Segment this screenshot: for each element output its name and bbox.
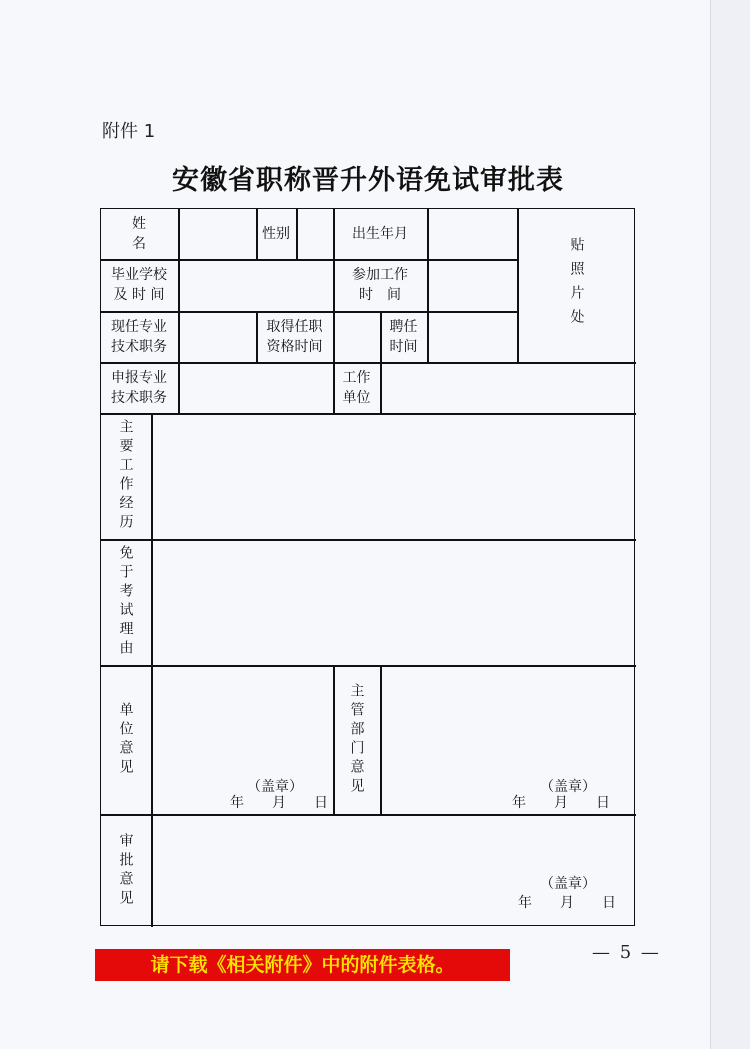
work-start-label-cell [333, 259, 427, 311]
experience-label-cell [100, 413, 151, 539]
approval-label-cell [100, 814, 151, 927]
school-input-cell[interactable] [179, 260, 333, 311]
approval-label: 审批意见 [117, 832, 134, 909]
unit-opinion-label: 单位意见 [117, 701, 134, 778]
school-label-cell [100, 259, 178, 311]
exemption-label: 免于考试理由 [117, 545, 134, 659]
unit-seal-text: （盖章） [247, 779, 303, 795]
apply-title-input-cell[interactable] [179, 363, 333, 413]
qualification-label-line2: 资格时间 [266, 338, 323, 355]
birth-label: 出生年月 [352, 225, 408, 242]
gender-label: 性别 [262, 225, 290, 242]
exemption-input-area[interactable] [152, 540, 636, 665]
approval-form-table [100, 208, 636, 927]
unit-opinion-label-cell [100, 665, 151, 814]
appoint-label-line1: 聘任 [389, 318, 418, 335]
work-start-label-line2: 时 间 [359, 287, 401, 303]
apply-title-label-line2: 技术职务 [111, 389, 167, 406]
apply-title-label-cell [100, 362, 178, 413]
dept-opinion-label-cell [333, 665, 380, 814]
appoint-input-cell[interactable] [428, 312, 517, 362]
apply-title-label-line1: 申报专业 [111, 369, 167, 386]
qualification-input-cell[interactable] [334, 312, 380, 362]
name-label-cell [100, 208, 178, 259]
employer-label-line2: 单位 [342, 389, 371, 406]
dept-opinion-label: 主管部门意见 [348, 682, 365, 797]
school-label-line1: 毕业学校 [111, 267, 167, 283]
page-title: 安徽省职称晋升外语免试审批表 [172, 165, 564, 196]
approval-seal-text: （盖章） [540, 876, 596, 892]
dept-seal-text: （盖章） [540, 779, 596, 795]
unit-date-text: 年 月 日 [230, 795, 328, 811]
current-title-label-line1: 现任专业 [111, 318, 167, 335]
download-notice-banner: 请下载《相关附件》中的附件表格。 [95, 949, 510, 981]
photo-label: 贴照片处 [568, 237, 585, 333]
name-input-cell[interactable] [179, 208, 256, 259]
work-start-input-cell[interactable] [428, 260, 517, 311]
dept-date-text: 年 月 日 [512, 795, 610, 811]
employer-label-cell [333, 362, 380, 413]
current-title-label-cell [100, 311, 178, 362]
employer-input-cell[interactable] [381, 363, 636, 413]
school-label-line2: 及 时 间 [113, 287, 165, 303]
gender-input-cell[interactable] [297, 208, 333, 259]
experience-input-area[interactable] [152, 414, 636, 539]
current-title-input-cell[interactable] [179, 312, 256, 362]
attachment-label: 附件 1 [102, 121, 156, 142]
experience-label: 主要工作经历 [117, 419, 134, 533]
work-start-label-line1: 参加工作 [352, 267, 408, 283]
birth-input-cell[interactable] [428, 208, 517, 259]
appoint-label-line2: 时间 [389, 338, 418, 355]
appoint-label-cell [380, 311, 427, 362]
qualification-label-line1: 取得任职 [266, 318, 323, 335]
photo-cell [517, 208, 636, 362]
name-label: 姓名 [132, 215, 172, 252]
page-number: — 5 — [592, 942, 661, 963]
current-title-label-line2: 技术职务 [111, 338, 167, 355]
employer-label-line1: 工作 [342, 369, 371, 386]
approval-date-text: 年 月 日 [518, 895, 616, 911]
qualification-label-cell [256, 311, 333, 362]
exemption-label-cell [100, 539, 151, 665]
